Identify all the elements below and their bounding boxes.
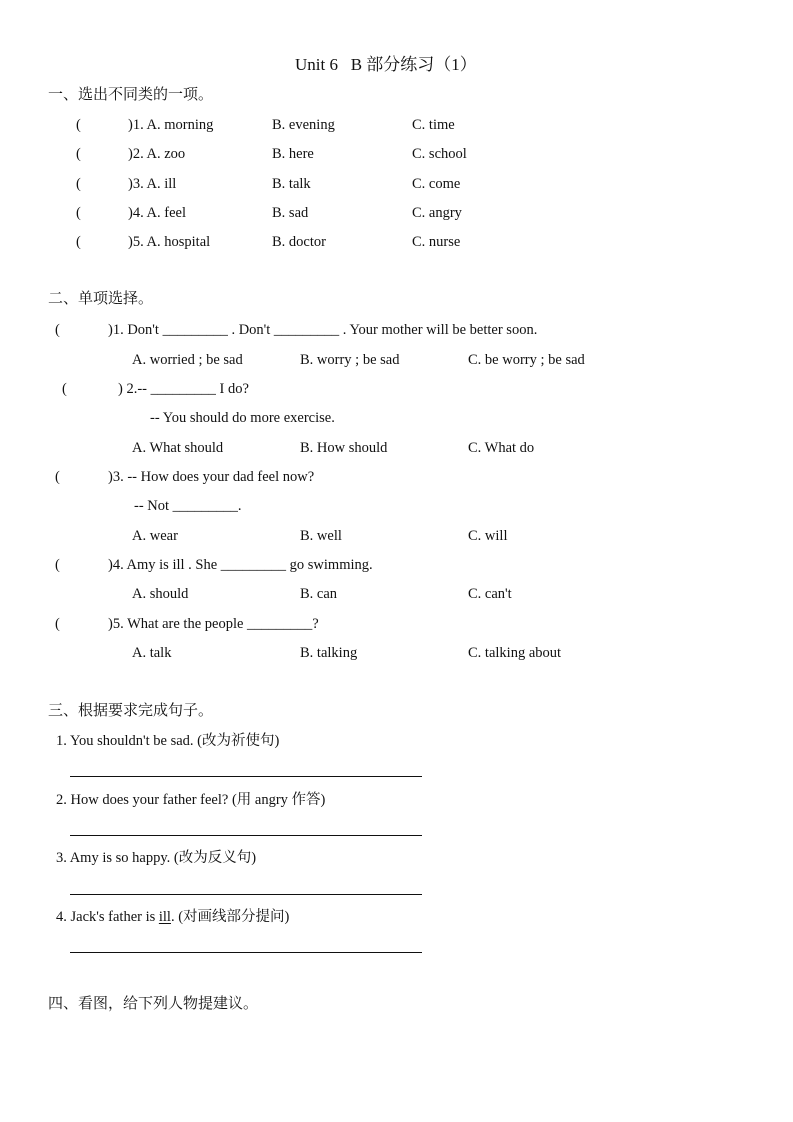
option-a: A. What should	[132, 440, 224, 456]
option-c: C. can't	[468, 586, 512, 602]
answer-paren: (	[76, 205, 81, 221]
option-c: C. talking about	[468, 645, 562, 661]
option-b: B. How should	[300, 440, 388, 456]
answer-paren: (	[55, 322, 60, 338]
question-stem: )5. What are the people _________?	[108, 616, 319, 632]
option-a: A. should	[132, 586, 189, 602]
option-b: B. talk	[272, 176, 311, 192]
sentence-prompt: 2. How does your father feel? (用 angry 作答)	[56, 792, 326, 808]
sentence-prompt	[56, 910, 289, 925]
option-b: B. here	[272, 146, 314, 162]
answer-paren: (	[62, 381, 67, 397]
option-c: C. school	[412, 146, 467, 162]
answer-line[interactable]	[70, 894, 422, 895]
answer-line[interactable]	[70, 952, 422, 953]
option-b: B. doctor	[272, 234, 326, 250]
question-stem: )3. -- How does your dad feel now?	[108, 469, 315, 485]
option-a: )2. A. zoo	[128, 146, 186, 162]
answer-paren: (	[55, 616, 60, 632]
option-c: C. angry	[412, 205, 462, 221]
underlined-word: ill	[158, 909, 171, 925]
option-a: )1. A. morning	[128, 117, 214, 133]
answer-paren: (	[55, 469, 60, 485]
option-c: C. time	[412, 117, 455, 133]
option-c: C. What do	[468, 440, 535, 456]
option-c: C. be worry ; be sad	[468, 352, 585, 368]
option-b: B. worry ; be sad	[300, 352, 400, 368]
sentence-prompt-pre: 4. Jack's father is	[56, 909, 159, 925]
answer-paren: (	[76, 234, 81, 250]
option-c: C. nurse	[412, 234, 461, 250]
answer-line[interactable]	[70, 776, 422, 777]
option-a: A. worried ; be sad	[132, 352, 243, 368]
option-c: C. will	[468, 528, 508, 544]
section-2-heading: 二、单项选择。	[48, 291, 154, 307]
option-a: )3. A. ill	[128, 176, 177, 192]
section-4-heading: 四、看图，给下列人物提建议。	[48, 996, 259, 1012]
question-stem: ) 2.-- _________ I do?	[118, 381, 249, 397]
sentence-prompt: 3. Amy is so happy. (改为反义句)	[56, 850, 257, 866]
option-c: C. come	[412, 176, 461, 192]
answer-paren: (	[76, 117, 81, 133]
option-b: B. evening	[272, 117, 335, 133]
page-title: Unit 6 B 部分练习（1）	[295, 55, 477, 74]
sentence-prompt: 1. You shouldn't be sad. (改为祈使句)	[56, 733, 280, 749]
question-stem: )1. Don't _________ . Don't _________ . Your mother will be better soon.	[108, 322, 538, 338]
option-b: B. well	[300, 528, 342, 544]
option-b: B. can	[300, 586, 338, 602]
option-a: A. talk	[132, 645, 172, 661]
option-a: )5. A. hospital	[128, 234, 211, 250]
option-b: B. sad	[272, 205, 309, 221]
option-a: )4. A. feel	[128, 205, 186, 221]
question-reply: -- Not _________.	[134, 498, 242, 514]
option-b: B. talking	[300, 645, 358, 661]
sentence-prompt-post: . (对画线部分提问)	[170, 909, 290, 925]
option-a: A. wear	[132, 528, 178, 544]
answer-line[interactable]	[70, 835, 422, 836]
section-1-heading: 一、选出不同类的一项。	[48, 87, 214, 103]
section-3-heading: 三、根据要求完成句子。	[48, 703, 214, 719]
answer-paren: (	[76, 146, 81, 162]
question-stem: )4. Amy is ill . She _________ go swimming.	[108, 557, 373, 573]
answer-paren: (	[55, 557, 60, 573]
question-reply: -- You should do more exercise.	[150, 410, 335, 426]
answer-paren: (	[76, 176, 81, 192]
